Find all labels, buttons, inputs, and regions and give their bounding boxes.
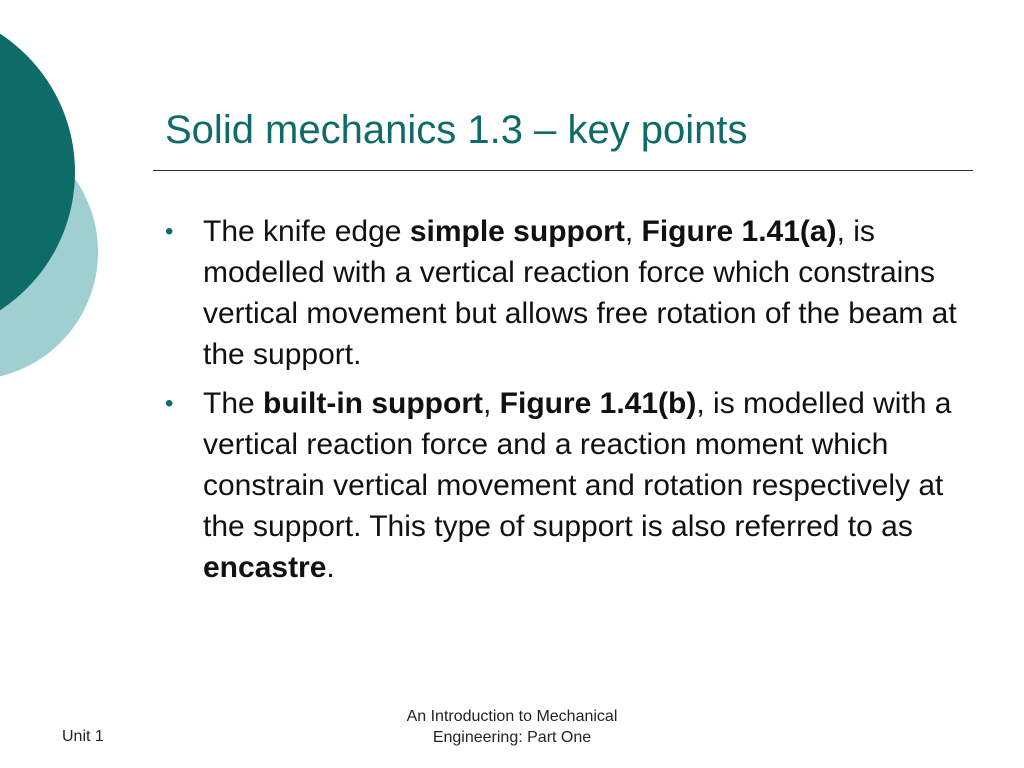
- footer-course-line: An Introduction to Mechanical: [406, 708, 618, 725]
- bold-term: built-in support: [263, 387, 483, 420]
- text-run: ,: [624, 215, 642, 248]
- bullet-list: [165, 211, 965, 596]
- bullet-item: [165, 211, 965, 375]
- bold-term: encastre: [203, 551, 327, 584]
- text-run: .: [326, 551, 335, 584]
- text-run: The knife edge: [203, 215, 410, 248]
- text-run: , is modelled with a vertical reaction force and a reaction moment which constrain vertical movement and rotation respectively at the support. This type of support is also referred to as: [203, 387, 952, 543]
- bold-figure-ref: Figure 1.41(b): [499, 387, 697, 420]
- footer-course-title: [362, 706, 662, 748]
- footer-unit-label: Unit 1: [62, 728, 104, 745]
- bullet-icon: •: [165, 218, 174, 245]
- title-divider: [153, 170, 973, 171]
- bullet-text: [203, 383, 965, 588]
- text-run: ,: [482, 387, 500, 420]
- bullet-text: [203, 211, 965, 375]
- decorative-circles: [0, 0, 120, 420]
- bullet-icon: •: [165, 390, 174, 417]
- bold-figure-ref: Figure 1.41(a): [641, 215, 837, 248]
- bullet-item: [165, 383, 965, 588]
- text-run: The: [203, 387, 264, 420]
- footer-course-line: Engineering: Part One: [432, 729, 592, 746]
- slide-title: Solid mechanics 1.3 – key points: [165, 108, 748, 152]
- bold-term: simple support: [409, 215, 625, 248]
- text-run: , is modelled with a vertical reaction force which constrains vertical movement but allows free rotation of the beam at the support.: [203, 215, 957, 371]
